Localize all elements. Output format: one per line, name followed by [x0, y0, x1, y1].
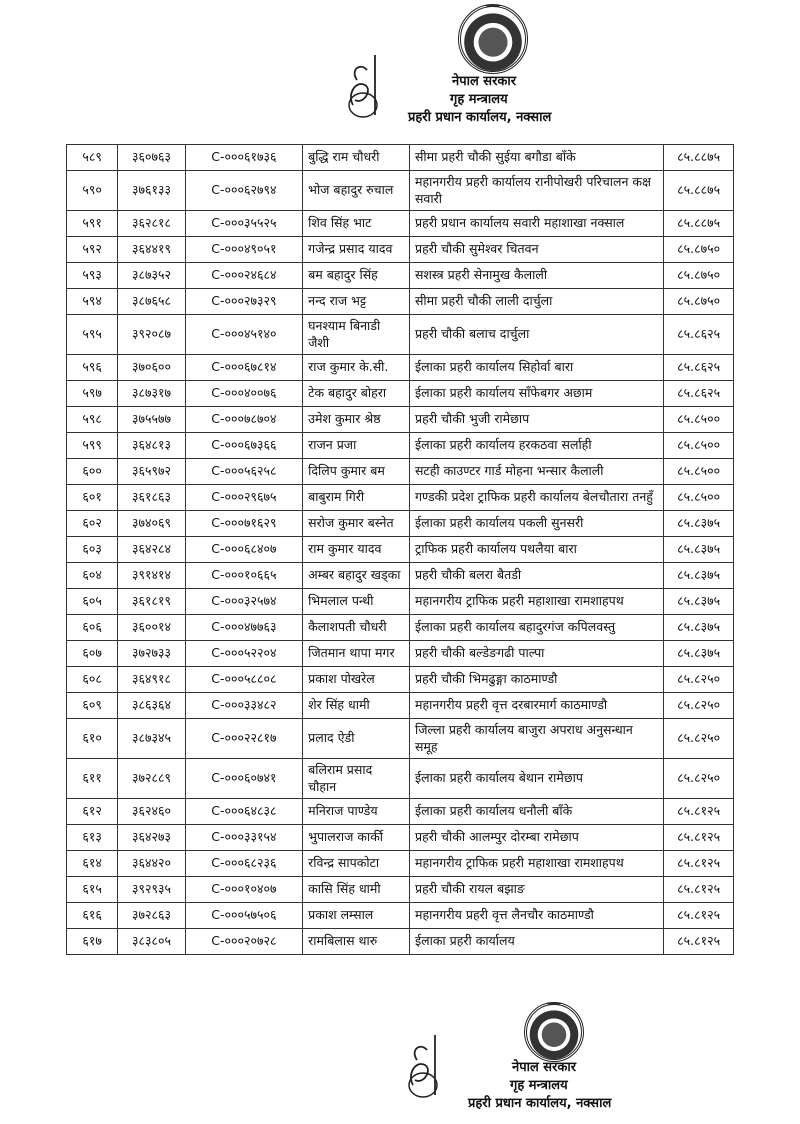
serial-number: ६१० [67, 719, 118, 759]
table-row [67, 537, 734, 563]
table-row [67, 693, 734, 719]
candidate-name: घनश्याम बिनाडी जैशी [303, 315, 410, 355]
score: ८५.८१२५ [664, 903, 734, 929]
nepal-emblem-seal [524, 1002, 584, 1062]
serial-number: ६०२ [67, 511, 118, 537]
candidate-name: रविन्द्र सापकोटा [303, 851, 410, 877]
table-row [67, 381, 734, 407]
stamp-line-2: गृह मन्त्रालय [510, 1078, 568, 1093]
serial-number: ६०६ [67, 615, 118, 641]
roll-number: ३६२४६० [118, 799, 185, 825]
score: ८५.८३७५ [664, 641, 734, 667]
candidate-code: C-०००४५१४० [185, 315, 302, 355]
score: ८५.८२५० [664, 719, 734, 759]
score: ८५.८८७५ [664, 145, 734, 171]
roll-number: ३९२०८७ [118, 315, 185, 355]
candidate-name: बलिराम प्रसाद चौहान [303, 759, 410, 799]
score: ८५.८३७५ [664, 511, 734, 537]
candidate-name: कैलाशपती चौधरी [303, 615, 410, 641]
score: ८५.८५०० [664, 407, 734, 433]
official-stamp-top [340, 0, 640, 142]
candidate-code: C-०००६८४०७ [185, 537, 302, 563]
table-row [67, 799, 734, 825]
candidate-code: C-०००३३४८२ [185, 693, 302, 719]
table-row [67, 825, 734, 851]
score: ८५.८२५० [664, 693, 734, 719]
candidate-code: C-०००५२२०४ [185, 641, 302, 667]
candidate-code: C-०००७१६२९ [185, 511, 302, 537]
office-name: गण्डकी प्रदेश ट्राफिक प्रहरी कार्यालय बेलचौतारा तनहुँ [409, 485, 663, 511]
candidate-code: C-०००५८८०८ [185, 667, 302, 693]
office-name: महानगरीय ट्राफिक प्रहरी महाशाखा रामशाहपथ [409, 589, 663, 615]
table-row [67, 929, 734, 955]
serial-number: ५९९ [67, 433, 118, 459]
table-row [67, 237, 734, 263]
office-name: महानगरीय ट्राफिक प्रहरी महाशाखा रामशाहपथ [409, 851, 663, 877]
score: ८५.८६२५ [664, 315, 734, 355]
roll-number: ३८७६५८ [118, 289, 185, 315]
candidate-name: प्रलाद ऐडी [303, 719, 410, 759]
roll-number: ३७६१३३ [118, 171, 185, 211]
office-name: ट्राफिक प्रहरी कार्यालय पथलैया बारा [409, 537, 663, 563]
candidate-name: शेर सिंह धामी [303, 693, 410, 719]
serial-number: ६०१ [67, 485, 118, 511]
score: ८५.८३७५ [664, 537, 734, 563]
roll-number: ३६४४२० [118, 851, 185, 877]
candidate-code: C-०००३५५२५ [185, 211, 302, 237]
candidate-code: C-०००२२८१७ [185, 719, 302, 759]
roll-number: ३६१८१९ [118, 589, 185, 615]
candidate-code: C-०००६७३६६ [185, 433, 302, 459]
office-name: ईलाका प्रहरी कार्यालय [409, 929, 663, 955]
roll-number: ३६४८१३ [118, 433, 185, 459]
office-name: सीमा प्रहरी चौकी सुईया बगौडा बाँके [409, 145, 663, 171]
candidate-name: रामबिलास थारु [303, 929, 410, 955]
stamp-line-1: नेपाल सरकार [452, 74, 517, 89]
serial-number: ६०० [67, 459, 118, 485]
candidate-code: C-०००६२७९४ [185, 171, 302, 211]
office-name: प्रहरी चौकी सुमेश्वर चितवन [409, 237, 663, 263]
signature-mark [405, 1030, 443, 1100]
table-row [67, 719, 734, 759]
candidate-code: C-०००६७८१४ [185, 355, 302, 381]
office-name: प्रहरी चौकी भिमढुङ्गा काठमाण्डौ [409, 667, 663, 693]
table-row [67, 145, 734, 171]
office-name: प्रहरी चौकी भुजी रामेछाप [409, 407, 663, 433]
score: ८५.८५०० [664, 459, 734, 485]
score: ८५.८५०० [664, 485, 734, 511]
roll-number: ३७२८८९ [118, 759, 185, 799]
stamp-line-3: प्रहरी प्रधान कार्यालय, नक्साल [408, 110, 552, 125]
candidate-code: C-०००३२५७४ [185, 589, 302, 615]
table-row [67, 407, 734, 433]
roll-number: ३७५५७७ [118, 407, 185, 433]
table-row [67, 641, 734, 667]
score: ८५.८१२५ [664, 851, 734, 877]
office-name: प्रहरी चौकी बलाच दार्चुला [409, 315, 663, 355]
candidate-name: मनिराज पाण्डेय [303, 799, 410, 825]
roll-number: ३६५९७२ [118, 459, 185, 485]
serial-number: ५९३ [67, 263, 118, 289]
candidate-name: प्रकाश लम्साल [303, 903, 410, 929]
candidate-name: बम बहादुर सिंह [303, 263, 410, 289]
candidate-code: C-०००२०७२८ [185, 929, 302, 955]
candidate-code: C-०००३३१५४ [185, 825, 302, 851]
office-name: सशस्त्र प्रहरी सेनामुख कैलाली [409, 263, 663, 289]
candidate-name: बुद्धि राम चौधरी [303, 145, 410, 171]
office-name: सीमा प्रहरी चौकी लाली दार्चुला [409, 289, 663, 315]
office-name: महानगरीय प्रहरी वृत्त दरबारमार्ग काठमाण्डौ [409, 693, 663, 719]
nepal-emblem-seal [458, 4, 528, 74]
table-row [67, 289, 734, 315]
serial-number: ६१२ [67, 799, 118, 825]
roll-number: ३८७३४५ [118, 719, 185, 759]
score: ८५.८७५० [664, 263, 734, 289]
candidate-code: C-०००६८२३६ [185, 851, 302, 877]
candidate-code: C-०००६०७४१ [185, 759, 302, 799]
candidate-name: भुपालराज कार्की [303, 825, 410, 851]
candidate-name: कासि सिंह धामी [303, 877, 410, 903]
office-name: ईलाका प्रहरी कार्यालय पकली सुनसरी [409, 511, 663, 537]
candidate-name: जितमान थापा मगर [303, 641, 410, 667]
roll-number: ३६४२७३ [118, 825, 185, 851]
roll-number: ३७४०६९ [118, 511, 185, 537]
roll-number: ३८६३६४ [118, 693, 185, 719]
table-row [67, 667, 734, 693]
candidate-code: C-०००२७३२९ [185, 289, 302, 315]
candidate-name: नन्द राज भट्ट [303, 289, 410, 315]
office-name: ईलाका प्रहरी कार्यालय साँफेबगर अछाम [409, 381, 663, 407]
candidate-name: भोज बहादुर रुचाल [303, 171, 410, 211]
office-name: ईलाका प्रहरी कार्यालय हरकठवा सर्लाही [409, 433, 663, 459]
table-row [67, 563, 734, 589]
serial-number: ५९१ [67, 211, 118, 237]
candidate-code: C-०००४७७६३ [185, 615, 302, 641]
roll-number: ३९१४१४ [118, 563, 185, 589]
serial-number: ५९५ [67, 315, 118, 355]
table-row [67, 615, 734, 641]
stamp-line-1: नेपाल सरकार [512, 1060, 577, 1075]
office-name: प्रहरी चौकी बलरा बैतडी [409, 563, 663, 589]
candidate-code: C-०००२४६८४ [185, 263, 302, 289]
serial-number: ५९२ [67, 237, 118, 263]
candidate-code: C-०००६४८३८ [185, 799, 302, 825]
office-name: प्रहरी चौकी बल्डेङगढी पाल्पा [409, 641, 663, 667]
score: ८५.८६२५ [664, 381, 734, 407]
serial-number: ६११ [67, 759, 118, 799]
score: ८५.८१२५ [664, 929, 734, 955]
office-name: प्रहरी चौकी रायल बझाङ [409, 877, 663, 903]
roll-number: ३७२७३३ [118, 641, 185, 667]
candidate-code: C-०००५६२५८ [185, 459, 302, 485]
score: ८५.८३७५ [664, 615, 734, 641]
serial-number: ६०८ [67, 667, 118, 693]
serial-number: ६०३ [67, 537, 118, 563]
candidate-name: उमेश कुमार श्रेष्ठ [303, 407, 410, 433]
score: ८५.८२५० [664, 759, 734, 799]
candidate-code: C-०००१०४०७ [185, 877, 302, 903]
candidate-code: C-०००४००७६ [185, 381, 302, 407]
candidate-name: गजेन्द्र प्रसाद यादव [303, 237, 410, 263]
candidate-code: C-०००७८७०४ [185, 407, 302, 433]
office-name: प्रहरी प्रधान कार्यालय सवारी महाशाखा नक्साल [409, 211, 663, 237]
score: ८५.८२५० [664, 667, 734, 693]
score: ८५.८६२५ [664, 355, 734, 381]
serial-number: ५९७ [67, 381, 118, 407]
office-name: ईलाका प्रहरी कार्यालय बहादुरगंज कपिलवस्तु [409, 615, 663, 641]
serial-number: ६१३ [67, 825, 118, 851]
roll-number: ३८७३१७ [118, 381, 185, 407]
score: ८५.८८७५ [664, 211, 734, 237]
score: ८५.८८७५ [664, 171, 734, 211]
candidate-name: सरोज कुमार बस्नेत [303, 511, 410, 537]
roll-number: ३६४२८४ [118, 537, 185, 563]
table-row [67, 315, 734, 355]
score: ८५.८७५० [664, 237, 734, 263]
office-name: सटही काउण्टर गार्ड मोहना भन्सार कैलाली [409, 459, 663, 485]
candidate-name: दिलिप कुमार बम [303, 459, 410, 485]
table-row [67, 263, 734, 289]
serial-number: ५९६ [67, 355, 118, 381]
candidate-name: राज कुमार के.सी. [303, 355, 410, 381]
serial-number: ६१७ [67, 929, 118, 955]
office-name: ईलाका प्रहरी कार्यालय सिहोर्वा बारा [409, 355, 663, 381]
score: ८५.८१२५ [664, 877, 734, 903]
serial-number: ५९८ [67, 407, 118, 433]
table-row [67, 459, 734, 485]
candidate-code: C-०००६१७३६ [185, 145, 302, 171]
roll-number: ३६४९१८ [118, 667, 185, 693]
results-table [66, 144, 734, 955]
office-name: ईलाका प्रहरी कार्यालय धनौली बाँके [409, 799, 663, 825]
table-row [67, 877, 734, 903]
roll-number: ३८३८०५ [118, 929, 185, 955]
candidate-code: C-०००२९६७५ [185, 485, 302, 511]
serial-number: ६१५ [67, 877, 118, 903]
score: ८५.८१२५ [664, 825, 734, 851]
office-name: महानगरीय प्रहरी वृत्त लैनचौर काठमाण्डौ [409, 903, 663, 929]
roll-number: ३७०६०० [118, 355, 185, 381]
score: ८५.८३७५ [664, 563, 734, 589]
candidate-name: भिमलाल पन्थी [303, 589, 410, 615]
table-row [67, 851, 734, 877]
signature-mark [345, 50, 383, 120]
roll-number: ३७२८६३ [118, 903, 185, 929]
table-row [67, 171, 734, 211]
table-row [67, 511, 734, 537]
office-name: जिल्ला प्रहरी कार्यालय बाजुरा अपराध अनुसन्धान समूह [409, 719, 663, 759]
candidate-code: C-०००४९०५१ [185, 237, 302, 263]
serial-number: ६०७ [67, 641, 118, 667]
office-name: प्रहरी चौकी आलम्पुर दोरम्बा रामेछाप [409, 825, 663, 851]
candidate-name: अम्बर बहादुर खड्का [303, 563, 410, 589]
candidate-name: शिव सिंह भाट [303, 211, 410, 237]
office-name: महानगरीय प्रहरी कार्यालय रानीपोखरी परिचालन कक्ष सवारी [409, 171, 663, 211]
serial-number: ५८९ [67, 145, 118, 171]
serial-number: ६१६ [67, 903, 118, 929]
score: ८५.८१२५ [664, 799, 734, 825]
candidate-name: टेक बहादुर बोहरा [303, 381, 410, 407]
serial-number: ६१४ [67, 851, 118, 877]
serial-number: ५९० [67, 171, 118, 211]
roll-number: ३६२८१८ [118, 211, 185, 237]
office-name: ईलाका प्रहरी कार्यालय बेथान रामेछाप [409, 759, 663, 799]
candidate-name: राजन प्रजा [303, 433, 410, 459]
score: ८५.८७५० [664, 289, 734, 315]
candidate-name: बाबुराम गिरी [303, 485, 410, 511]
stamp-line-2: गृह मन्त्रालय [450, 92, 508, 107]
serial-number: ६०५ [67, 589, 118, 615]
table-row [67, 355, 734, 381]
candidate-name: राम कुमार यादव [303, 537, 410, 563]
roll-number: ३६१८६३ [118, 485, 185, 511]
candidate-code: C-०००५७५०६ [185, 903, 302, 929]
table-row [67, 485, 734, 511]
roll-number: ३६४४१९ [118, 237, 185, 263]
serial-number: ६०९ [67, 693, 118, 719]
table-row [67, 759, 734, 799]
serial-number: ५९४ [67, 289, 118, 315]
table-row [67, 211, 734, 237]
official-stamp-bottom [400, 1000, 700, 1120]
stamp-line-3: प्रहरी प्रधान कार्यालय, नक्साल [468, 1096, 612, 1111]
roll-number: ३६०७६३ [118, 145, 185, 171]
table-row [67, 433, 734, 459]
candidate-code: C-०००१०६६५ [185, 563, 302, 589]
table-row [67, 589, 734, 615]
score: ८५.८५०० [664, 433, 734, 459]
roll-number: ३६००१४ [118, 615, 185, 641]
roll-number: ३९२९३५ [118, 877, 185, 903]
serial-number: ६०४ [67, 563, 118, 589]
table-row [67, 903, 734, 929]
score: ८५.८३७५ [664, 589, 734, 615]
roll-number: ३८७३५२ [118, 263, 185, 289]
candidate-name: प्रकाश पोखरेल [303, 667, 410, 693]
